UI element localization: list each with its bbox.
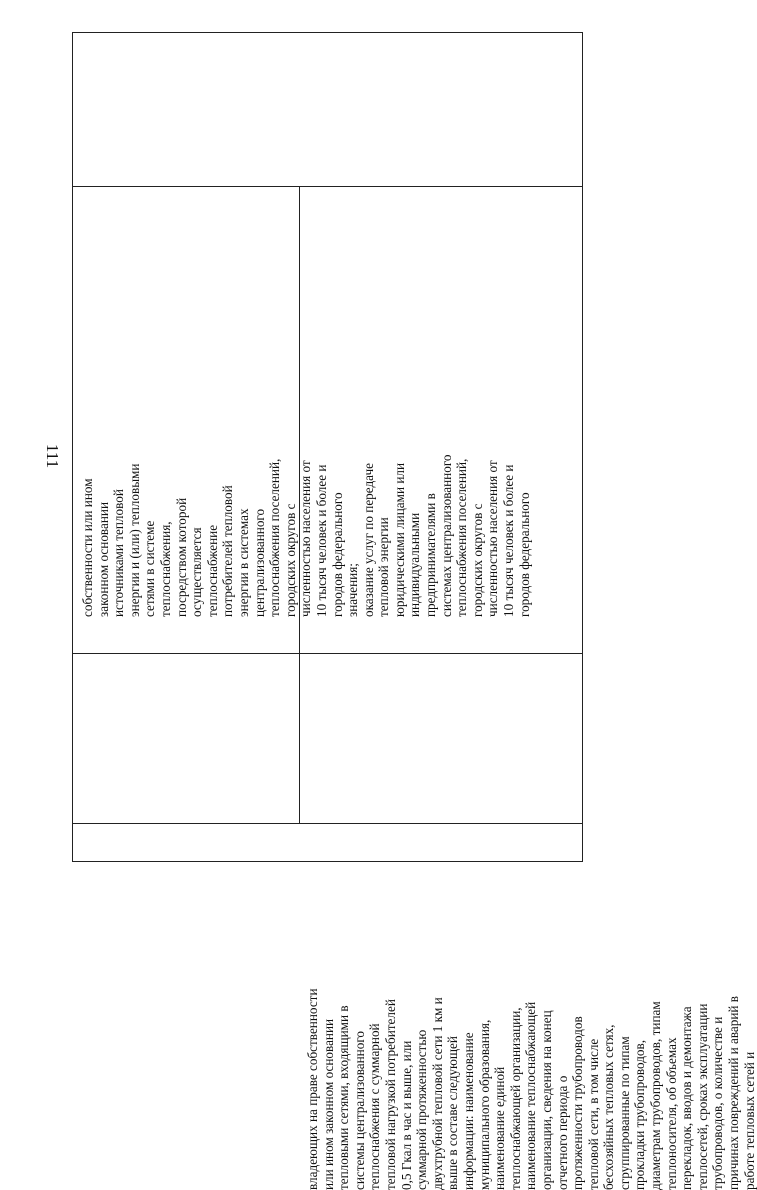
text-line: энергии и (или) тепловыми (126, 463, 142, 617)
text-line: законном основании (95, 502, 111, 617)
text-line: теплоснабжения, (157, 521, 173, 617)
table-rule (73, 823, 582, 824)
text-line: 10 тысяч человек и более и (501, 464, 517, 617)
text-line: значения; (345, 563, 361, 617)
text-line: источниками тепловой (111, 489, 127, 617)
table-rule (73, 653, 582, 654)
text-line: тепловой нагрузкой потребителей (382, 999, 398, 1190)
text-line: системы централизованного (351, 1031, 367, 1190)
page-number: 111 (43, 443, 62, 469)
text-line: теплоснабжения поселений, (267, 458, 283, 617)
text-line: владеющих на праве собственности (305, 988, 320, 1190)
text-line: организации, сведения на конец (538, 1010, 554, 1190)
text-line: тепловой сети, в том числе (585, 1038, 601, 1190)
text-line: или ином законном основании (320, 1018, 336, 1190)
text-line: выше в составе следующей (445, 1036, 461, 1190)
text-line: сетями в системе (142, 520, 158, 617)
text-line: трубопроводов, о количестве и (710, 1016, 726, 1190)
text-line: системах централизованного (438, 454, 454, 617)
text-line: сгруппированные по типам (616, 1036, 632, 1190)
text-line: причинах повреждений и аварий в (726, 995, 742, 1190)
table-cell-right (305, 988, 757, 1190)
text-line: наименование теплоснабжающей (523, 1001, 539, 1190)
text-line: работе тепловых сетей и (741, 1051, 757, 1190)
table-cell-left (80, 455, 532, 618)
text-line: теплоносителя, об объемах (663, 1037, 679, 1190)
text-line: теплоснабжения поселений, (454, 458, 470, 617)
text-line: двухтрубной тепловой сети 1 км и (429, 997, 445, 1190)
text-line: перекладок, вводов и демонтажа (679, 1006, 695, 1190)
text-line: городских округов с (282, 503, 298, 617)
text-line: энергии в системах (235, 508, 251, 617)
text-line: теплосетей, сроках эксплуатации (694, 1003, 710, 1190)
text-line: тепловой энергии (376, 517, 392, 617)
text-line: централизованного (251, 508, 267, 617)
text-line: теплоснабжающей организации, (507, 1007, 523, 1190)
text-line: потребителей тепловой (220, 485, 236, 617)
text-line: отчетного периода о (554, 1075, 570, 1190)
text-line: городов федерального (516, 492, 532, 617)
text-line: численностью населения от (485, 460, 501, 617)
text-line: наименование единой (492, 1066, 508, 1190)
text-line: бесхозяйных тепловых сетях, (601, 1024, 617, 1190)
text-line: теплоснабжение (204, 524, 220, 617)
table-rule (73, 186, 582, 187)
text-line: индивидуальными (407, 512, 423, 617)
text-line: протяженности трубопроводов (570, 1016, 586, 1190)
text-line: 0,5 Гкал в час и выше, или (398, 1040, 414, 1190)
text-line: численностью населения от (298, 460, 314, 617)
text-line: тепловыми сетями, входящими в (336, 1005, 352, 1190)
text-line: посредством которой (173, 497, 189, 617)
text-line: городских округов с (469, 503, 485, 617)
text-line: городов федерального (329, 492, 345, 617)
text-line: 10 тысяч человек и более и (313, 464, 329, 617)
text-line: предпринимателями в (423, 493, 439, 617)
text-line: информации: наименование (460, 1032, 476, 1190)
text-line: прокладки трубопроводов, (632, 1039, 648, 1190)
text-line: осуществляется (189, 527, 205, 617)
document-table (72, 32, 583, 862)
text-line: оказание услуг по передаче (360, 463, 376, 617)
text-line: суммарной протяженностью (414, 1029, 430, 1190)
text-line: диаметрам трубопроводов, типам (648, 1001, 664, 1190)
text-line: собственности или ином (80, 478, 95, 617)
text-line: муниципального образования, (476, 1019, 492, 1190)
text-line: юридическими лицами или (391, 462, 407, 617)
text-line: теплоснабжения с суммарной (367, 1023, 383, 1190)
